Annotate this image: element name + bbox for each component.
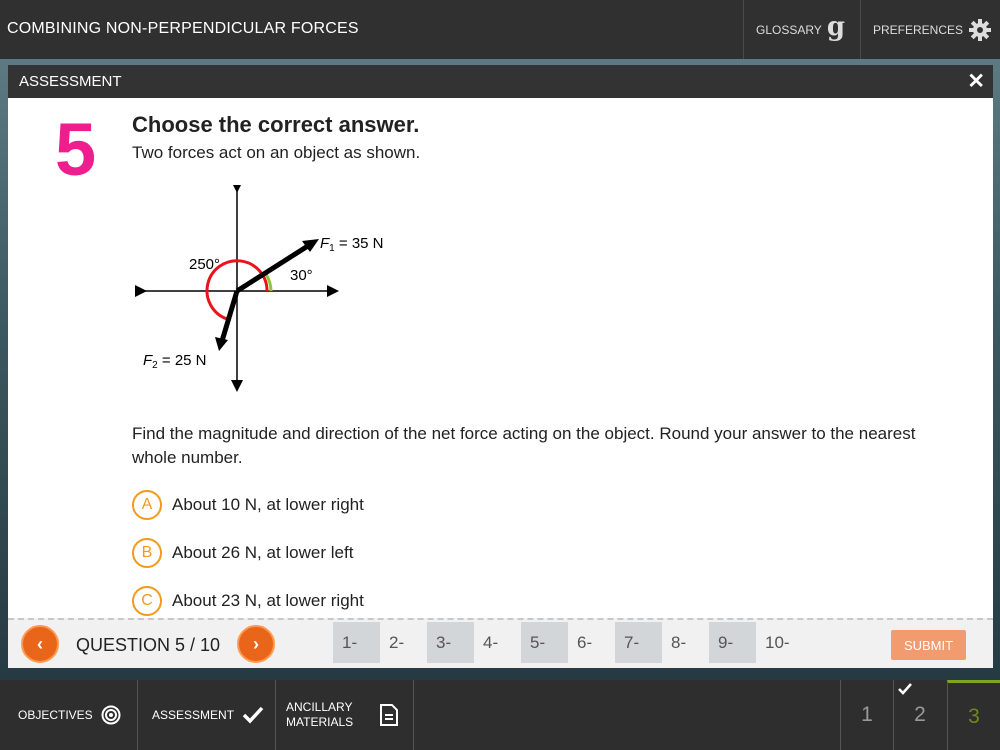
question-subtext: Two forces act on an object as shown.	[132, 143, 421, 162]
gear-icon	[968, 18, 992, 42]
objectives-label: OBJECTIVES	[18, 708, 93, 722]
question-cell-9[interactable]: 9-	[709, 622, 756, 663]
question-cell-5[interactable]: 5-	[521, 622, 568, 663]
angle-250-label: 250°	[189, 256, 221, 273]
preferences-button[interactable]	[860, 0, 1000, 59]
f2-label: $F_2 = 25$ N	[143, 352, 207, 371]
assessment-modal	[8, 65, 993, 668]
question-cell-2[interactable]: 2-	[389, 633, 405, 652]
page-tab-2[interactable]: 2	[893, 680, 946, 750]
question-navigation	[8, 618, 993, 668]
f1-label: $F_1 = 35$ N	[320, 235, 384, 254]
question-counter: QUESTION 5 / 10	[76, 635, 221, 655]
question-number: 5	[55, 108, 97, 191]
question-prompt: Find the magnitude and direction of the net force acting on the object. Round your answer to the nearest whole number.	[132, 424, 916, 467]
page-tab-1[interactable]: 1	[840, 680, 893, 750]
choice-letter: B	[132, 538, 162, 568]
choice-a[interactable]	[132, 490, 364, 520]
choice-letter: C	[132, 586, 162, 616]
chevron-right-icon: ›	[253, 633, 259, 654]
target-icon	[101, 705, 121, 725]
close-icon[interactable]: ✕	[967, 70, 985, 93]
choice-b[interactable]	[132, 538, 353, 568]
question-cell-10[interactable]: 10-	[765, 633, 790, 652]
document-icon	[379, 703, 399, 727]
assessment-label: ASSESSMENT	[152, 708, 235, 722]
ancillary-label-line2: MATERIALS	[286, 715, 354, 729]
glossary-icon: g	[826, 11, 845, 42]
submit-button[interactable]: SUBMIT	[891, 630, 966, 660]
question-cells	[333, 622, 803, 663]
modal-title: ASSESSMENT	[19, 73, 122, 90]
choice-scroll-clip	[8, 585, 993, 617]
previous-question-button[interactable]	[21, 625, 59, 663]
choice-text: About 10 N, at lower right	[172, 495, 364, 514]
question-cell-7[interactable]: 7-	[615, 622, 662, 663]
question-cell-4[interactable]: 4-	[483, 633, 499, 652]
preferences-label: PREFERENCES	[873, 22, 964, 37]
question-cell-6[interactable]: 6-	[577, 633, 593, 652]
objectives-button[interactable]	[0, 680, 138, 750]
question-cell-1[interactable]: 1-	[333, 622, 380, 663]
assessment-button[interactable]	[138, 680, 276, 750]
bottom-toolbar	[0, 680, 1000, 750]
question-heading: Choose the correct answer.	[132, 112, 420, 137]
page-tab-3[interactable]: 3	[947, 680, 1000, 750]
chevron-left-icon: ‹	[37, 633, 43, 654]
glossary-label: GLOSSARY	[756, 22, 822, 37]
choice-text: About 26 N, at lower left	[172, 543, 354, 562]
completed-check-icon	[898, 683, 912, 695]
angle-30-label: 30°	[290, 267, 313, 284]
choice-text: About 23 N, at lower right	[172, 591, 364, 610]
modal-header	[8, 65, 993, 98]
checkmark-icon	[242, 706, 264, 724]
next-question-button[interactable]	[237, 625, 275, 663]
ancillary-label-line1: ANCILLARY	[286, 700, 353, 714]
glossary-button[interactable]	[743, 0, 860, 59]
question-cell-3[interactable]: 3-	[427, 622, 474, 663]
ancillary-materials-button[interactable]	[276, 680, 414, 750]
choice-letter: A	[132, 490, 162, 520]
question-cell-8[interactable]: 8-	[671, 633, 687, 652]
ancillary-label	[286, 700, 353, 730]
choice-c[interactable]	[132, 586, 364, 616]
f2-vector	[222, 291, 237, 341]
app-title: COMBINING NON-PERPENDICULAR FORCES	[7, 20, 359, 37]
force-diagram	[126, 185, 416, 395]
top-header	[0, 0, 1000, 59]
